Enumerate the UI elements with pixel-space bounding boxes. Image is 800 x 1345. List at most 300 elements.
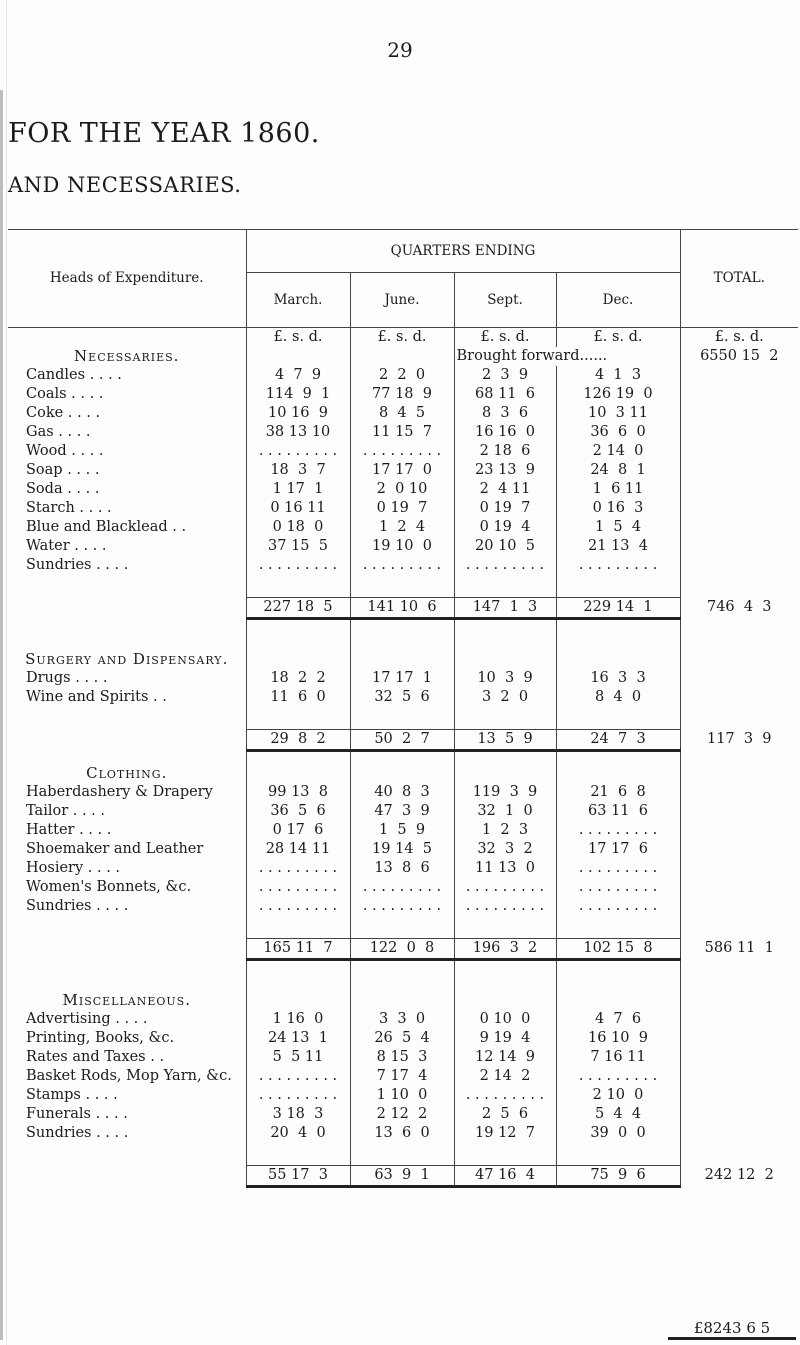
amount-dec: 16 3 3 xyxy=(556,669,680,688)
spacer-cell xyxy=(680,916,798,938)
header-june: June. xyxy=(350,273,454,328)
subtotal-dec: 102 15 8 xyxy=(556,938,680,959)
subtotal-row xyxy=(8,597,798,618)
subtotal-march: 55 17 3 xyxy=(246,1165,350,1186)
ledger-row xyxy=(8,537,798,556)
amount-june: . . . . . . . . . xyxy=(350,556,454,575)
amount-march: 18 2 2 xyxy=(246,669,350,688)
spacer-cell xyxy=(246,575,350,597)
empty-cell xyxy=(350,764,454,783)
section-title-row xyxy=(8,347,798,366)
section-title: Surgery and Dispensary. xyxy=(25,650,229,668)
empty-cell xyxy=(680,1048,798,1067)
amount-dec: 21 13 4 xyxy=(556,537,680,556)
spacer-cell xyxy=(8,916,246,938)
amount-sept: 20 10 5 xyxy=(454,537,556,556)
subtotal-row xyxy=(8,1165,798,1186)
empty-cell xyxy=(680,537,798,556)
empty-cell xyxy=(680,783,798,802)
amount-june: 11 15 7 xyxy=(350,423,454,442)
amount-june: 13 8 6 xyxy=(350,859,454,878)
amount-dec: 126 19 0 xyxy=(556,385,680,404)
subtotal-june: 63 9 1 xyxy=(350,1165,454,1186)
spacer-cell xyxy=(680,959,798,991)
section-total: 242 12 2 xyxy=(680,1165,798,1186)
amount-sept: . . . . . . . . . xyxy=(454,897,556,916)
spacer-row xyxy=(8,575,798,597)
empty-cell xyxy=(680,1010,798,1029)
amount-march: 18 3 7 xyxy=(246,461,350,480)
amount-sept: 2 3 9 xyxy=(454,366,556,385)
empty-cell xyxy=(680,442,798,461)
empty-cell xyxy=(680,878,798,897)
subtotal-march: 165 11 7 xyxy=(246,938,350,959)
ledger-row xyxy=(8,878,798,897)
empty-cell xyxy=(680,669,798,688)
empty-cell xyxy=(8,938,246,959)
amount-sept: 1 2 3 xyxy=(454,821,556,840)
spacer-cell xyxy=(246,618,350,650)
page-binding-edge xyxy=(0,90,3,1340)
expenditure-table xyxy=(8,229,798,1188)
brought-forward-total: 6550 15 2 xyxy=(680,347,798,366)
page-subheading: AND NECESSARIES. xyxy=(8,173,242,197)
amount-june: 17 17 1 xyxy=(350,669,454,688)
amount-dec: 10 3 11 xyxy=(556,404,680,423)
ledger-row xyxy=(8,404,798,423)
empty-cell xyxy=(350,991,454,1010)
empty-cell xyxy=(680,518,798,537)
row-label: Water . . . . xyxy=(26,538,107,554)
amount-sept: 2 14 2 xyxy=(454,1067,556,1086)
empty-cell xyxy=(680,556,798,575)
amount-sept: 2 4 11 xyxy=(454,480,556,499)
empty-cell xyxy=(556,991,680,1010)
empty-cell xyxy=(680,821,798,840)
ledger-row xyxy=(8,1124,798,1143)
subtotal-sept: 147 1 3 xyxy=(454,597,556,618)
empty-cell xyxy=(350,650,454,669)
amount-june: 2 2 0 xyxy=(350,366,454,385)
spacer-cell xyxy=(350,1143,454,1165)
amount-june: 19 14 5 xyxy=(350,840,454,859)
section-title: Miscellaneous. xyxy=(62,991,191,1009)
spacer-cell xyxy=(246,707,350,729)
ledger-row xyxy=(8,897,798,916)
amount-dec: 24 8 1 xyxy=(556,461,680,480)
empty-cell xyxy=(8,729,246,750)
row-label: Shoemaker and Leather xyxy=(26,841,204,857)
empty-cell xyxy=(680,840,798,859)
amount-june: 1 5 9 xyxy=(350,821,454,840)
amount-march: . . . . . . . . . xyxy=(246,1086,350,1105)
row-label: Tailor . . . . xyxy=(26,803,105,819)
empty-cell xyxy=(680,1086,798,1105)
amount-march: 5 5 11 xyxy=(246,1048,350,1067)
subtotal-june: 141 10 6 xyxy=(350,597,454,618)
amount-sept: 12 14 9 xyxy=(454,1048,556,1067)
empty-cell xyxy=(680,991,798,1010)
amount-march: 0 17 6 xyxy=(246,821,350,840)
spacer-cell xyxy=(350,959,454,991)
empty-cell xyxy=(680,366,798,385)
row-label: Stamps . . . . xyxy=(26,1087,118,1103)
page-heading: FOR THE YEAR 1860. xyxy=(8,118,320,149)
spacer-row xyxy=(8,1143,798,1165)
amount-march: . . . . . . . . . xyxy=(246,878,350,897)
currency-units: £. s. d. xyxy=(350,328,454,348)
amount-sept: 0 19 4 xyxy=(454,518,556,537)
amount-june: 13 6 0 xyxy=(350,1124,454,1143)
amount-sept: 8 3 6 xyxy=(454,404,556,423)
amount-dec: 39 0 0 xyxy=(556,1124,680,1143)
spacer-cell xyxy=(350,618,454,650)
empty-cell xyxy=(680,650,798,669)
ledger-row xyxy=(8,385,798,404)
section-title-row xyxy=(8,764,798,783)
amount-june: 2 0 10 xyxy=(350,480,454,499)
brought-forward-label: Brought forward...... xyxy=(454,347,680,366)
amount-dec: 1 5 4 xyxy=(556,518,680,537)
amount-dec: . . . . . . . . . xyxy=(556,897,680,916)
amount-june: 26 5 4 xyxy=(350,1029,454,1048)
amount-sept: 68 11 6 xyxy=(454,385,556,404)
spacer-cell xyxy=(556,916,680,938)
ledger-row xyxy=(8,783,798,802)
amount-dec: 17 17 6 xyxy=(556,840,680,859)
amount-sept: 10 3 9 xyxy=(454,669,556,688)
row-label: Drugs . . . . xyxy=(26,670,108,686)
ledger-row xyxy=(8,1029,798,1048)
amount-june: 40 8 3 xyxy=(350,783,454,802)
amount-march: . . . . . . . . . xyxy=(246,442,350,461)
amount-march: 37 15 5 xyxy=(246,537,350,556)
page-number: 29 xyxy=(387,38,413,62)
subtotal-sept: 196 3 2 xyxy=(454,938,556,959)
amount-june: 47 3 9 xyxy=(350,802,454,821)
amount-dec: 2 14 0 xyxy=(556,442,680,461)
amount-sept: 32 1 0 xyxy=(454,802,556,821)
amount-march: 20 4 0 xyxy=(246,1124,350,1143)
row-label: Hatter . . . . xyxy=(26,822,112,838)
empty-cell xyxy=(680,404,798,423)
row-label: Advertising . . . . xyxy=(26,1011,148,1027)
empty-cell xyxy=(680,1105,798,1124)
spacer-cell xyxy=(454,618,556,650)
ledger-row xyxy=(8,1086,798,1105)
row-label: Soap . . . . xyxy=(26,462,100,478)
amount-march: 1 16 0 xyxy=(246,1010,350,1029)
spacer-cell xyxy=(454,916,556,938)
amount-sept: 3 2 0 xyxy=(454,688,556,707)
subtotal-june: 50 2 7 xyxy=(350,729,454,750)
empty-cell xyxy=(680,385,798,404)
header-heads-of-expenditure: Heads of Expenditure. xyxy=(8,230,246,328)
empty-cell xyxy=(8,597,246,618)
ledger-row xyxy=(8,859,798,878)
row-label: Funerals . . . . xyxy=(26,1106,128,1122)
header-dec: Dec. xyxy=(556,273,680,328)
ledger-row xyxy=(8,840,798,859)
section-title-row xyxy=(8,650,798,669)
spacer-cell xyxy=(246,750,350,764)
spacer-cell xyxy=(556,707,680,729)
amount-march: . . . . . . . . . xyxy=(246,1067,350,1086)
spacer-cell xyxy=(246,959,350,991)
empty-cell xyxy=(246,650,350,669)
spacer-row xyxy=(8,707,798,729)
currency-units: £. s. d. xyxy=(454,328,556,348)
subtotal-sept: 13 5 9 xyxy=(454,729,556,750)
amount-june: 1 2 4 xyxy=(350,518,454,537)
ledger-row xyxy=(8,499,798,518)
amount-dec: 1 6 11 xyxy=(556,480,680,499)
amount-sept: . . . . . . . . . xyxy=(454,878,556,897)
ledger-row xyxy=(8,1067,798,1086)
spacer-cell xyxy=(454,575,556,597)
ledger-row xyxy=(8,366,798,385)
spacer-row xyxy=(8,959,798,991)
header-total: TOTAL. xyxy=(680,230,798,328)
amount-march: 38 13 10 xyxy=(246,423,350,442)
amount-march: 10 16 9 xyxy=(246,404,350,423)
grand-total: £8243 6 5 xyxy=(668,1319,796,1340)
spacer-row xyxy=(8,618,798,650)
spacer-cell xyxy=(680,750,798,764)
spacer-cell xyxy=(680,618,798,650)
row-label: Women's Bonnets, &c. xyxy=(26,879,192,895)
empty-cell xyxy=(246,991,350,1010)
amount-dec: 36 6 0 xyxy=(556,423,680,442)
amount-sept: . . . . . . . . . xyxy=(454,1086,556,1105)
amount-march: 99 13 8 xyxy=(246,783,350,802)
empty-cell xyxy=(454,764,556,783)
empty-cell xyxy=(680,859,798,878)
spacer-cell xyxy=(246,1143,350,1165)
spacer-row xyxy=(8,750,798,764)
spacer-cell xyxy=(8,618,246,650)
amount-dec: . . . . . . . . . xyxy=(556,878,680,897)
subtotal-sept: 47 16 4 xyxy=(454,1165,556,1186)
empty-cell xyxy=(680,480,798,499)
amount-june: 3 3 0 xyxy=(350,1010,454,1029)
amount-dec: . . . . . . . . . xyxy=(556,859,680,878)
spacer-cell xyxy=(556,959,680,991)
empty-cell xyxy=(680,764,798,783)
amount-dec: 21 6 8 xyxy=(556,783,680,802)
empty-cell xyxy=(680,461,798,480)
amount-sept: 119 3 9 xyxy=(454,783,556,802)
section-total: 746 4 3 xyxy=(680,597,798,618)
amount-march: . . . . . . . . . xyxy=(246,556,350,575)
amount-dec: . . . . . . . . . xyxy=(556,821,680,840)
amount-march: . . . . . . . . . xyxy=(246,859,350,878)
ledger-row xyxy=(8,480,798,499)
amount-march: 1 17 1 xyxy=(246,480,350,499)
amount-sept: 2 18 6 xyxy=(454,442,556,461)
row-label: Wood . . . . xyxy=(26,443,104,459)
amount-sept: 16 16 0 xyxy=(454,423,556,442)
amount-june: . . . . . . . . . xyxy=(350,878,454,897)
spacer-cell xyxy=(454,1143,556,1165)
currency-units: £. s. d. xyxy=(680,328,798,348)
row-label: Basket Rods, Mop Yarn, &c. xyxy=(26,1068,232,1084)
empty-cell xyxy=(680,897,798,916)
section-title-row xyxy=(8,991,798,1010)
row-label: Wine and Spirits . . xyxy=(26,689,167,705)
row-label: Rates and Taxes . . xyxy=(26,1049,165,1065)
ledger-row xyxy=(8,669,798,688)
amount-dec: 4 7 6 xyxy=(556,1010,680,1029)
amount-dec: 16 10 9 xyxy=(556,1029,680,1048)
spacer-cell xyxy=(350,916,454,938)
spacer-cell xyxy=(556,750,680,764)
amount-march: . . . . . . . . . xyxy=(246,897,350,916)
row-label: Soda . . . . xyxy=(26,481,100,497)
ledger-row xyxy=(8,518,798,537)
currency-units: £. s. d. xyxy=(246,328,350,348)
spacer-cell xyxy=(350,750,454,764)
spacer-cell xyxy=(454,750,556,764)
spacer-cell xyxy=(8,750,246,764)
empty-cell xyxy=(680,499,798,518)
spacer-cell xyxy=(8,575,246,597)
amount-sept: 11 13 0 xyxy=(454,859,556,878)
spacer-cell xyxy=(680,575,798,597)
spacer-cell xyxy=(8,707,246,729)
row-label: Printing, Books, &c. xyxy=(26,1030,175,1046)
ledger-row xyxy=(8,1010,798,1029)
amount-sept: 0 10 0 xyxy=(454,1010,556,1029)
amount-march: 4 7 9 xyxy=(246,366,350,385)
spacer-cell xyxy=(556,618,680,650)
amount-dec: . . . . . . . . . xyxy=(556,1067,680,1086)
spacer-row xyxy=(8,916,798,938)
amount-march: 28 14 11 xyxy=(246,840,350,859)
header-quarters-ending: QUARTERS ENDING xyxy=(246,230,680,273)
empty-cell xyxy=(246,347,350,366)
row-label: Coals . . . . xyxy=(26,386,104,402)
amount-june: 17 17 0 xyxy=(350,461,454,480)
amount-june: 8 4 5 xyxy=(350,404,454,423)
ledger-row xyxy=(8,688,798,707)
spacer-cell xyxy=(350,575,454,597)
amount-sept: 23 13 9 xyxy=(454,461,556,480)
row-label: Haberdashery & Drapery xyxy=(26,784,213,800)
ledger-row xyxy=(8,821,798,840)
subtotal-dec: 229 14 1 xyxy=(556,597,680,618)
row-label: Sundries . . . . xyxy=(26,898,129,914)
amount-dec: 8 4 0 xyxy=(556,688,680,707)
ledger-row xyxy=(8,1105,798,1124)
subtotal-june: 122 0 8 xyxy=(350,938,454,959)
row-label: Hosiery . . . . xyxy=(26,860,121,876)
amount-june: 2 12 2 xyxy=(350,1105,454,1124)
empty-cell xyxy=(350,347,454,366)
empty-cell xyxy=(8,1165,246,1186)
amount-march: 24 13 1 xyxy=(246,1029,350,1048)
spacer-cell xyxy=(246,916,350,938)
amount-march: 0 16 11 xyxy=(246,499,350,518)
spacer-cell xyxy=(680,1143,798,1165)
empty-cell xyxy=(246,764,350,783)
amount-dec: 2 10 0 xyxy=(556,1086,680,1105)
empty-cell xyxy=(454,991,556,1010)
ledger-row xyxy=(8,423,798,442)
amount-march: 0 18 0 xyxy=(246,518,350,537)
amount-june: . . . . . . . . . xyxy=(350,442,454,461)
empty-cell xyxy=(680,802,798,821)
amount-dec: 7 16 11 xyxy=(556,1048,680,1067)
currency-row xyxy=(8,328,798,348)
ledger-row xyxy=(8,802,798,821)
amount-sept: 2 5 6 xyxy=(454,1105,556,1124)
amount-june: 0 19 7 xyxy=(350,499,454,518)
subtotal-dec: 24 7 3 xyxy=(556,729,680,750)
amount-sept: . . . . . . . . . xyxy=(454,556,556,575)
spacer-cell xyxy=(454,959,556,991)
amount-june: 32 5 6 xyxy=(350,688,454,707)
section-title: Necessaries. xyxy=(74,347,180,365)
page-gutter-line xyxy=(6,0,7,1345)
amount-june: 7 17 4 xyxy=(350,1067,454,1086)
amount-march: 36 5 6 xyxy=(246,802,350,821)
section-total: 586 11 1 xyxy=(680,938,798,959)
amount-dec: 0 16 3 xyxy=(556,499,680,518)
row-label: Candles . . . . xyxy=(26,367,122,383)
amount-sept: 0 19 7 xyxy=(454,499,556,518)
spacer-cell xyxy=(556,575,680,597)
spacer-cell xyxy=(454,707,556,729)
amount-march: 114 9 1 xyxy=(246,385,350,404)
amount-sept: 32 3 2 xyxy=(454,840,556,859)
empty-cell xyxy=(556,650,680,669)
section-title: Clothing. xyxy=(86,764,168,782)
ledger-row xyxy=(8,442,798,461)
spacer-cell xyxy=(680,707,798,729)
row-label: Starch . . . . xyxy=(26,500,112,516)
row-label: Coke . . . . xyxy=(26,405,101,421)
amount-june: 19 10 0 xyxy=(350,537,454,556)
amount-june: 8 15 3 xyxy=(350,1048,454,1067)
empty-cell xyxy=(454,650,556,669)
subtotal-march: 29 8 2 xyxy=(246,729,350,750)
spacer-cell xyxy=(8,959,246,991)
ledger-row xyxy=(8,1048,798,1067)
amount-dec: 63 11 6 xyxy=(556,802,680,821)
amount-dec: 5 4 4 xyxy=(556,1105,680,1124)
row-label: Sundries . . . . xyxy=(26,557,129,573)
amount-march: 11 6 0 xyxy=(246,688,350,707)
subtotal-row xyxy=(8,729,798,750)
amount-june: . . . . . . . . . xyxy=(350,897,454,916)
amount-dec: 4 1 3 xyxy=(556,366,680,385)
empty-cell xyxy=(680,688,798,707)
currency-units: £. s. d. xyxy=(556,328,680,348)
header-march: March. xyxy=(246,273,350,328)
amount-june: 1 10 0 xyxy=(350,1086,454,1105)
ledger-row xyxy=(8,556,798,575)
spacer-cell xyxy=(8,1143,246,1165)
section-total: 117 3 9 xyxy=(680,729,798,750)
amount-june: 77 18 9 xyxy=(350,385,454,404)
amount-sept: 19 12 7 xyxy=(454,1124,556,1143)
subtotal-row xyxy=(8,938,798,959)
row-label: Gas . . . . xyxy=(26,424,91,440)
header-sept: Sept. xyxy=(454,273,556,328)
empty-cell xyxy=(556,764,680,783)
row-label: Blue and Blacklead . . xyxy=(26,519,187,535)
